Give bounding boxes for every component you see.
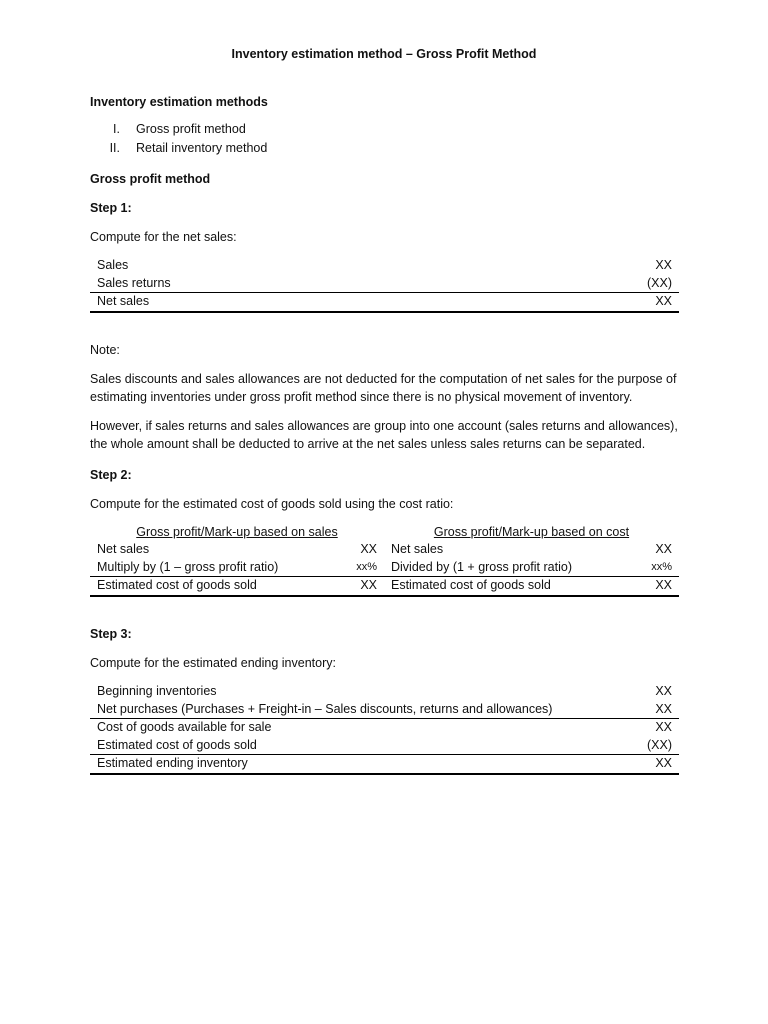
table-row (384, 577, 679, 596)
row-label: Estimated cost of goods sold (90, 737, 620, 755)
note-paragraph-1: Sales discounts and sales allowances are not deducted for the computation of net sales for the purpose of estimating inventories under gross profit method since there is no physical movement of inventory. (90, 372, 677, 404)
row-value: (XX) (620, 737, 679, 755)
table-row (90, 541, 384, 559)
gross-profit-heading: Gross profit method (90, 172, 211, 186)
table-row (90, 737, 679, 755)
step3-intro: Compute for the estimated ending inventory: (90, 656, 336, 670)
row-label: Net sales (391, 542, 444, 556)
based-on-sales-block (90, 523, 384, 597)
row-value: XX (655, 258, 672, 272)
list-item-number: II. (109, 141, 120, 155)
row-label: Sales returns (90, 275, 610, 293)
row-label: Beginning inventories (97, 684, 217, 698)
row-value: XX (360, 542, 377, 556)
row-value: XX (620, 755, 679, 774)
based-on-sales-header: Gross profit/Mark-up based on sales (136, 525, 338, 539)
row-value: XX (634, 577, 679, 596)
net-sales-table (90, 257, 679, 313)
table-row (90, 719, 679, 737)
row-value: XX (620, 701, 679, 719)
list-item-number: I. (113, 122, 120, 136)
row-label: Multiply by (1 – gross profit ratio) (90, 559, 340, 577)
row-value: XX (655, 720, 672, 734)
based-on-cost-table (384, 541, 679, 597)
note-paragraph-2: However, if sales returns and sales allowances are group into one account (sales returns and allowances), the whole amount shall be deducted to arrive at the net sales unless sales returns can be separated. (90, 419, 678, 451)
list-item-label: Retail inventory method (136, 141, 268, 155)
note-heading: Note: (90, 343, 120, 357)
row-label: Net purchases (Purchases + Freight-in – Sales discounts, returns and allowances) (90, 701, 620, 719)
row-value: xx% (634, 559, 679, 577)
step2-intro: Compute for the estimated cost of goods sold using the cost ratio: (90, 497, 454, 511)
ending-inventory-table (90, 683, 679, 775)
row-label: Cost of goods available for sale (97, 720, 272, 734)
based-on-sales-table (90, 541, 384, 597)
table-row (90, 755, 679, 774)
row-label: Divided by (1 + gross profit ratio) (384, 559, 634, 577)
step3-heading: Step 3: (90, 627, 132, 641)
row-value: XX (655, 542, 672, 556)
row-value: (XX) (610, 275, 679, 293)
table-row (90, 275, 679, 293)
table-row (384, 541, 679, 559)
row-value: XX (655, 684, 672, 698)
row-label: Net sales (97, 542, 150, 556)
step1-intro: Compute for the net sales: (90, 230, 237, 244)
table-row (90, 683, 679, 701)
row-value: XX (610, 293, 679, 312)
table-row (90, 701, 679, 719)
table-row (90, 559, 384, 577)
row-label: Net sales (90, 293, 610, 312)
based-on-cost-header: Gross profit/Mark-up based on cost (433, 525, 630, 539)
step1-heading: Step 1: (90, 201, 132, 215)
table-row (90, 577, 384, 596)
step2-heading: Step 2: (90, 468, 132, 482)
row-label: Estimated cost of goods sold (90, 577, 340, 596)
cost-ratio-section (90, 523, 679, 597)
table-row (90, 257, 679, 275)
document-title: Inventory estimation method – Gross Profit Method (231, 47, 537, 61)
row-label: Estimated cost of goods sold (384, 577, 634, 596)
table-row (90, 293, 679, 312)
table-row (384, 559, 679, 577)
row-value: XX (340, 577, 384, 596)
list-item (0, 122, 768, 140)
list-item-label: Gross profit method (136, 122, 246, 136)
list-item (0, 141, 768, 159)
based-on-cost-block (384, 523, 679, 597)
row-label: Estimated ending inventory (90, 755, 620, 774)
row-label: Sales (97, 258, 129, 272)
methods-heading: Inventory estimation methods (90, 95, 268, 109)
row-value: xx% (340, 559, 384, 577)
